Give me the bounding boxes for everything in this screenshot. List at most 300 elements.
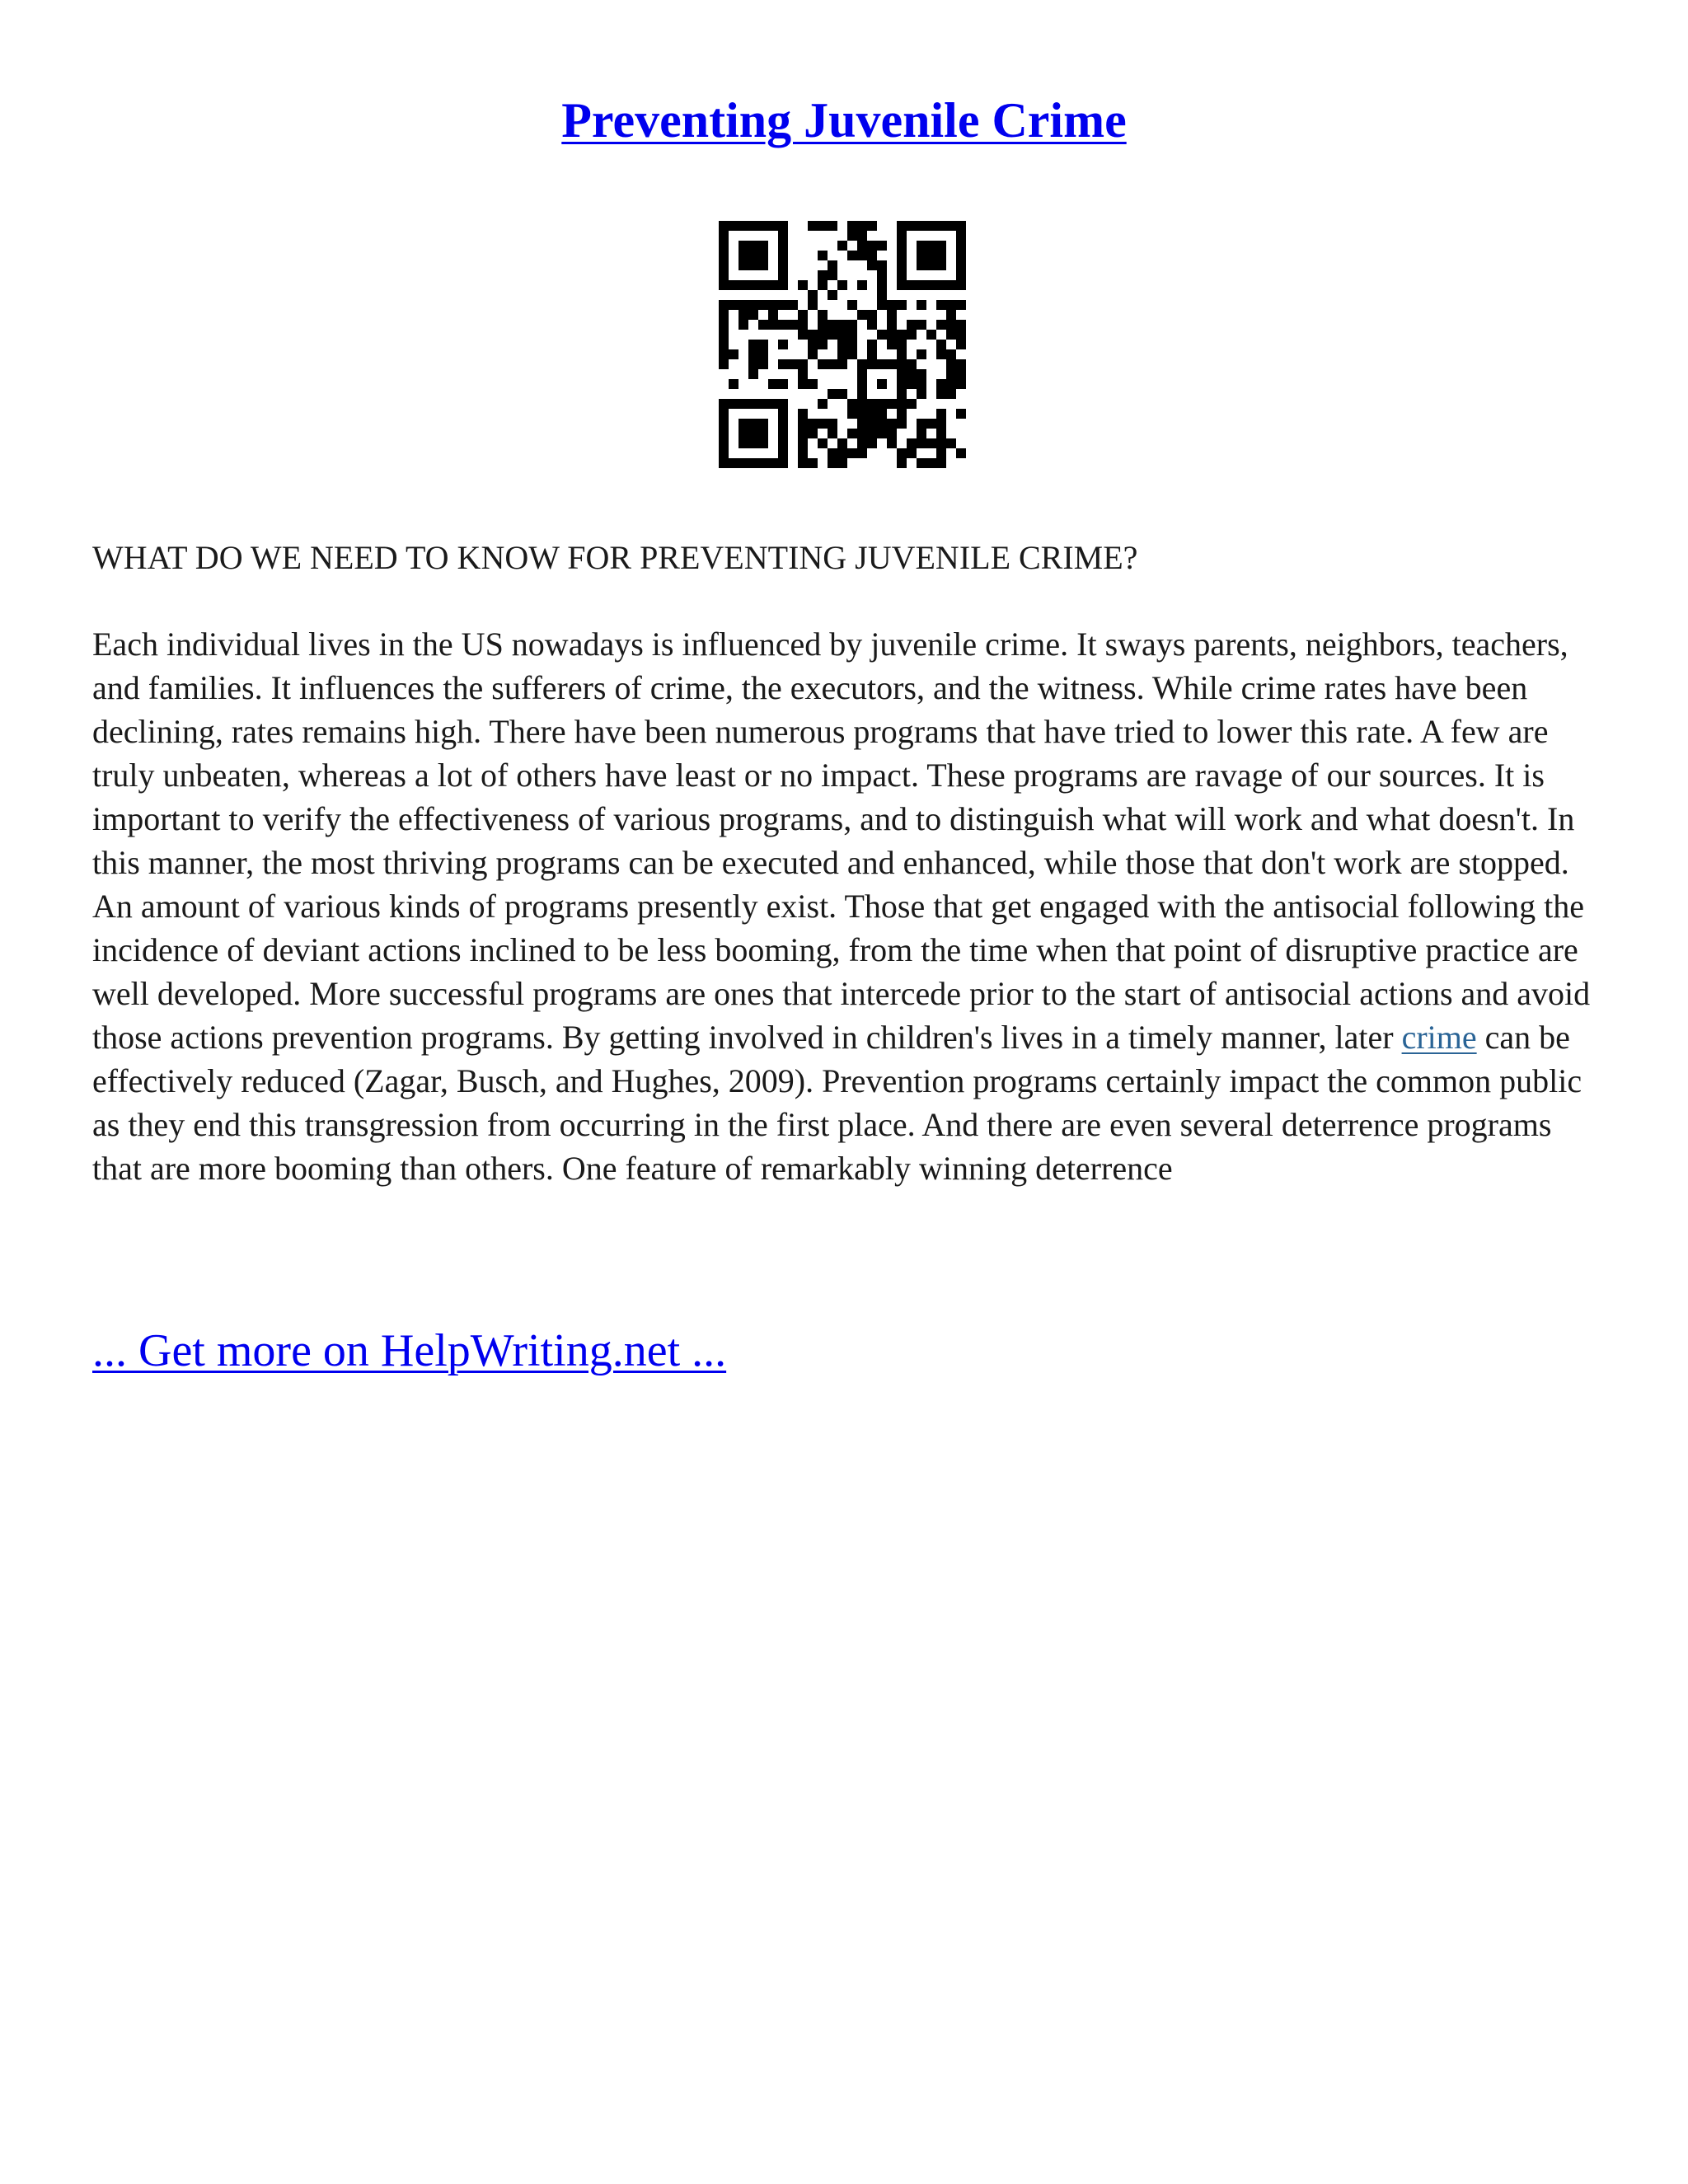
qr-module <box>877 359 887 369</box>
qr-module <box>847 349 857 359</box>
qr-module <box>867 399 877 409</box>
qr-module <box>748 419 758 429</box>
qr-module <box>917 221 926 231</box>
qr-module <box>729 458 738 468</box>
qr-module <box>897 409 907 419</box>
qr-module <box>857 241 867 251</box>
qr-module <box>907 320 917 330</box>
qr-module <box>847 221 857 231</box>
qr-module <box>897 241 907 251</box>
qr-module <box>778 300 788 310</box>
qr-module <box>808 290 818 300</box>
qr-module <box>877 330 887 340</box>
qr-module <box>828 389 837 399</box>
qr-module <box>897 349 907 359</box>
qr-module <box>926 241 936 251</box>
qr-module <box>837 458 847 468</box>
qr-module <box>778 379 788 389</box>
qr-module <box>857 438 867 448</box>
qr-module <box>936 251 946 260</box>
qr-module <box>758 241 768 251</box>
qr-module <box>917 300 926 310</box>
qr-module <box>946 310 956 320</box>
qr-module <box>719 251 729 260</box>
qr-module <box>778 270 788 280</box>
qr-module <box>729 349 738 359</box>
qr-module <box>936 340 946 349</box>
qr-module <box>946 359 956 369</box>
qr-module <box>818 270 828 280</box>
qr-module <box>748 340 758 349</box>
qr-module <box>719 221 729 231</box>
qr-module <box>758 419 768 429</box>
qr-module <box>798 379 808 389</box>
qr-module <box>818 320 828 330</box>
qr-module <box>887 399 897 409</box>
qr-module <box>847 231 857 241</box>
qr-module <box>719 419 729 429</box>
qr-module <box>729 399 738 409</box>
qr-module <box>828 330 837 340</box>
qr-module <box>857 379 867 389</box>
qr-module <box>808 429 818 438</box>
qr-module <box>897 231 907 241</box>
qr-module <box>897 458 907 468</box>
qr-module <box>738 280 748 290</box>
qr-module <box>936 448 946 458</box>
qr-module <box>897 251 907 260</box>
qr-module <box>778 399 788 409</box>
qr-module <box>956 369 966 379</box>
qr-module <box>768 458 778 468</box>
qr-module <box>758 399 768 409</box>
qr-module <box>907 448 917 458</box>
qr-module <box>719 280 729 290</box>
qr-module <box>857 221 867 231</box>
qr-module <box>867 260 877 270</box>
qr-module <box>887 320 897 330</box>
more-link-container <box>92 1322 726 1380</box>
qr-module <box>808 300 818 310</box>
qr-module <box>828 359 837 369</box>
qr-module <box>887 429 897 438</box>
qr-module <box>897 389 907 399</box>
qr-module <box>818 419 828 429</box>
qr-module <box>768 320 778 330</box>
qr-module <box>768 379 778 389</box>
qr-module <box>847 409 857 419</box>
qr-module <box>778 458 788 468</box>
qr-module <box>729 379 738 389</box>
qr-module <box>857 429 867 438</box>
qr-module <box>828 290 837 300</box>
qr-module <box>828 221 837 231</box>
qr-module <box>857 359 867 369</box>
qr-module <box>847 330 857 340</box>
qr-module <box>946 389 956 399</box>
qr-module <box>887 310 897 320</box>
qr-module <box>798 310 808 320</box>
qr-module <box>917 320 926 330</box>
paragraph-2 <box>92 884 1601 1190</box>
qr-module <box>917 280 926 290</box>
qr-module <box>867 409 877 419</box>
qr-module <box>758 438 768 448</box>
qr-module <box>758 349 768 359</box>
qr-module <box>907 330 917 340</box>
qr-module <box>926 280 936 290</box>
qr-module <box>719 340 729 349</box>
qr-module <box>719 260 729 270</box>
qr-module <box>837 320 847 330</box>
qr-module <box>917 369 926 379</box>
qr-module <box>837 349 847 359</box>
qr-module <box>818 438 828 448</box>
qr-module <box>907 221 917 231</box>
qr-module <box>936 349 946 359</box>
qr-module <box>907 399 917 409</box>
qr-module <box>946 369 956 379</box>
qr-module <box>897 399 907 409</box>
qr-module <box>837 241 847 251</box>
qr-module <box>857 251 867 260</box>
qr-module <box>788 359 798 369</box>
qr-module <box>748 369 758 379</box>
qr-module <box>738 438 748 448</box>
qr-module <box>847 251 857 260</box>
qr-module <box>778 320 788 330</box>
qr-module <box>956 379 966 389</box>
qr-module <box>936 300 946 310</box>
qr-module <box>818 310 828 320</box>
qr-module <box>837 359 847 369</box>
qr-module <box>926 221 936 231</box>
qr-module <box>738 221 748 231</box>
qr-module <box>729 280 738 290</box>
qr-module <box>808 221 818 231</box>
qr-module <box>926 419 936 429</box>
qr-module <box>907 379 917 389</box>
crime-link[interactable]: crime <box>1401 1019 1477 1056</box>
qr-module <box>867 320 877 330</box>
qr-module <box>748 359 758 369</box>
qr-module <box>719 330 729 340</box>
qr-module <box>917 389 926 399</box>
qr-module <box>719 241 729 251</box>
qr-module <box>738 419 748 429</box>
qr-module <box>936 389 946 399</box>
qr-module <box>719 310 729 320</box>
qr-module <box>946 330 956 340</box>
qr-module <box>758 300 768 310</box>
qr-module <box>956 241 966 251</box>
qr-module <box>936 438 946 448</box>
qr-module <box>798 448 808 458</box>
qr-module <box>719 349 729 359</box>
qr-module <box>738 241 748 251</box>
qr-module <box>778 251 788 260</box>
qr-module <box>818 251 828 260</box>
qr-module <box>808 419 818 429</box>
qr-module <box>738 399 748 409</box>
qr-module <box>926 330 936 340</box>
qr-module <box>828 429 837 438</box>
qr-module <box>758 458 768 468</box>
qr-module <box>818 399 828 409</box>
qr-module <box>936 409 946 419</box>
qr-module <box>946 221 956 231</box>
qr-module <box>808 330 818 340</box>
qr-module <box>719 448 729 458</box>
qr-module <box>818 221 828 231</box>
qr-module <box>768 280 778 290</box>
qr-module <box>748 399 758 409</box>
qr-module <box>917 251 926 260</box>
qr-module <box>748 260 758 270</box>
qr-module <box>798 369 808 379</box>
qr-module <box>748 221 758 231</box>
qr-module <box>917 429 926 438</box>
qr-module <box>956 221 966 231</box>
qr-module <box>729 221 738 231</box>
qr-module <box>828 260 837 270</box>
qr-module <box>926 438 936 448</box>
qr-module <box>857 409 867 419</box>
get-more-link[interactable]: ... Get more on HelpWriting.net ... <box>92 1325 727 1376</box>
qr-module <box>897 260 907 270</box>
qr-module <box>719 409 729 419</box>
qr-module <box>798 429 808 438</box>
qr-module <box>897 448 907 458</box>
qr-module <box>758 280 768 290</box>
qr-module <box>897 270 907 280</box>
qr-module <box>778 241 788 251</box>
qr-module <box>738 429 748 438</box>
qr-module <box>956 320 966 330</box>
qr-module <box>798 280 808 290</box>
qr-module <box>748 310 758 320</box>
qr-module <box>798 458 808 468</box>
qr-module <box>956 359 966 369</box>
qr-module <box>956 330 966 340</box>
qr-module <box>946 379 956 389</box>
paragraph-1: Each individual lives in the US nowadays is influenced by juvenile crime. It sways parents, neighbors, teachers, and families. It influences the sufferers of crime, the executors, and the witness. While crime rates have been declining, rates remains high. There have been numerous programs that have tried to lower this rate. A few are truly unbeaten, whereas a lot of others have least or no impact. These programs are ravage of our sources. It is important to verify the effectiveness of various programs, and to distinguish what will work and what doesn't. In this manner, the most thriving programs can be executed and enhanced, while those that don't work are stopped. <box>92 626 1575 881</box>
qr-module <box>956 300 966 310</box>
qr-module <box>956 448 966 458</box>
qr-module <box>907 369 917 379</box>
qr-module <box>946 438 956 448</box>
qr-module <box>867 359 877 369</box>
qr-module <box>798 438 808 448</box>
title-container <box>0 89 1688 152</box>
qr-module <box>907 438 917 448</box>
qr-module <box>847 399 857 409</box>
qr-module <box>857 369 867 379</box>
qr-module <box>798 359 808 369</box>
qr-module <box>936 221 946 231</box>
qr-module <box>867 429 877 438</box>
qr-module <box>946 349 956 359</box>
qr-module <box>877 409 887 419</box>
qr-module <box>778 359 788 369</box>
qr-module <box>917 458 926 468</box>
qr-module <box>837 280 847 290</box>
qr-module <box>748 300 758 310</box>
qr-module <box>857 310 867 320</box>
qr-module <box>719 270 729 280</box>
qr-module <box>778 231 788 241</box>
qr-module <box>778 448 788 458</box>
qr-module <box>897 419 907 429</box>
qr-module <box>828 419 837 429</box>
qr-module <box>719 458 729 468</box>
qr-module <box>936 458 946 468</box>
qr-module <box>936 280 946 290</box>
qr-module <box>946 280 956 290</box>
qr-module <box>778 438 788 448</box>
qr-module <box>778 280 788 290</box>
qr-module <box>917 260 926 270</box>
qr-module <box>758 221 768 231</box>
qr-module <box>798 330 808 340</box>
qr-module <box>748 429 758 438</box>
qr-module <box>818 340 828 349</box>
qr-module <box>936 419 946 429</box>
qr-module <box>748 280 758 290</box>
qr-module <box>758 429 768 438</box>
qr-module <box>788 300 798 310</box>
qr-module <box>897 369 907 379</box>
qr-module <box>877 280 887 290</box>
qr-module <box>877 270 887 280</box>
qr-module <box>897 330 907 340</box>
qr-module <box>798 409 808 419</box>
qr-module <box>719 429 729 438</box>
qr-module <box>738 310 748 320</box>
qr-module <box>857 399 867 409</box>
qr-module <box>719 359 729 369</box>
qr-module <box>867 310 877 320</box>
qr-module <box>738 260 748 270</box>
qr-module <box>887 438 897 448</box>
qr-module <box>768 221 778 231</box>
qr-module <box>926 260 936 270</box>
qr-module <box>857 280 867 290</box>
qr-module <box>719 300 729 310</box>
qr-module <box>877 379 887 389</box>
qr-module <box>857 419 867 429</box>
qr-module <box>897 340 907 349</box>
title-link[interactable]: Preventing Juvenile Crime <box>561 93 1127 148</box>
qr-module <box>926 458 936 468</box>
qr-module <box>837 448 847 458</box>
qr-module <box>837 340 847 349</box>
qr-module <box>877 290 887 300</box>
qr-module <box>788 320 798 330</box>
qr-module <box>897 359 907 369</box>
qr-module <box>847 340 857 349</box>
qr-module <box>956 251 966 260</box>
qr-module <box>808 458 818 468</box>
section-heading: WHAT DO WE NEED TO KNOW FOR PREVENTING JUVENILE CRIME? <box>92 539 1138 576</box>
qr-module <box>877 419 887 429</box>
qr-module <box>818 330 828 340</box>
qr-module <box>808 349 818 359</box>
qr-module <box>768 300 778 310</box>
qr-module <box>828 448 837 458</box>
qr-module <box>917 241 926 251</box>
qr-module <box>897 300 907 310</box>
qr-module <box>946 300 956 310</box>
qr-module <box>956 340 966 349</box>
qr-module <box>946 320 956 330</box>
qr-module <box>719 399 729 409</box>
qr-module <box>917 419 926 429</box>
qr-module <box>837 389 847 399</box>
qr-module <box>917 438 926 448</box>
qr-module <box>867 251 877 260</box>
qr-module <box>828 320 837 330</box>
qr-module <box>778 221 788 231</box>
qr-module <box>738 458 748 468</box>
qr-module <box>798 320 808 330</box>
qr-module <box>719 438 729 448</box>
qr-module <box>847 448 857 458</box>
qr-module <box>828 270 837 280</box>
qr-module <box>778 419 788 429</box>
qr-module <box>897 280 907 290</box>
qr-module <box>778 340 788 349</box>
qr-module <box>867 221 877 231</box>
qr-module <box>907 359 917 369</box>
qr-module <box>778 409 788 419</box>
qr-module <box>936 241 946 251</box>
qr-module <box>956 260 966 270</box>
qr-module <box>758 340 768 349</box>
paragraph-2-text-end: can be effectively reduced (Zagar, Busch, and Hughes, 2009). Prevention programs certainly impact the common public as they end this transgression from occurring in the first place. And there are even several deterrence programs that are more booming than others. One feature of remarkably winning deterrence <box>92 1019 1582 1187</box>
qr-module <box>719 231 729 241</box>
qr-module <box>837 438 847 448</box>
qr-module <box>867 340 877 349</box>
qr-module <box>956 231 966 241</box>
qr-module <box>808 340 818 349</box>
qr-module <box>867 349 877 359</box>
qr-module <box>748 349 758 359</box>
qr-module <box>877 300 887 310</box>
qr-module <box>738 300 748 310</box>
qr-module <box>956 270 966 280</box>
qr-module <box>778 260 788 270</box>
qr-module <box>917 379 926 389</box>
qr-module <box>936 379 946 389</box>
qr-module <box>956 280 966 290</box>
qr-module <box>748 251 758 260</box>
qr-module <box>758 359 768 369</box>
qr-module <box>768 399 778 409</box>
qr-module <box>897 379 907 389</box>
qr-module <box>867 438 877 448</box>
qr-module <box>936 260 946 270</box>
qr-module <box>808 379 818 389</box>
paragraph-2-text-start: An amount of various kinds of programs presently exist. Those that get engaged with the antisocial following the incidence of deviant actions inclined to be less booming, from the time when that point of disruptive practice are well developed. More successful programs are ones that intercede prior to the start of antisocial actions and avoid those actions prevention programs. By getting involved in children's lives in a timely manner, later <box>92 888 1591 1056</box>
qr-module <box>758 320 768 330</box>
qr-module <box>778 429 788 438</box>
qr-module <box>936 320 946 330</box>
qr-module <box>877 241 887 251</box>
qr-module <box>748 458 758 468</box>
qr-module <box>719 320 729 330</box>
qr-module <box>867 419 877 429</box>
